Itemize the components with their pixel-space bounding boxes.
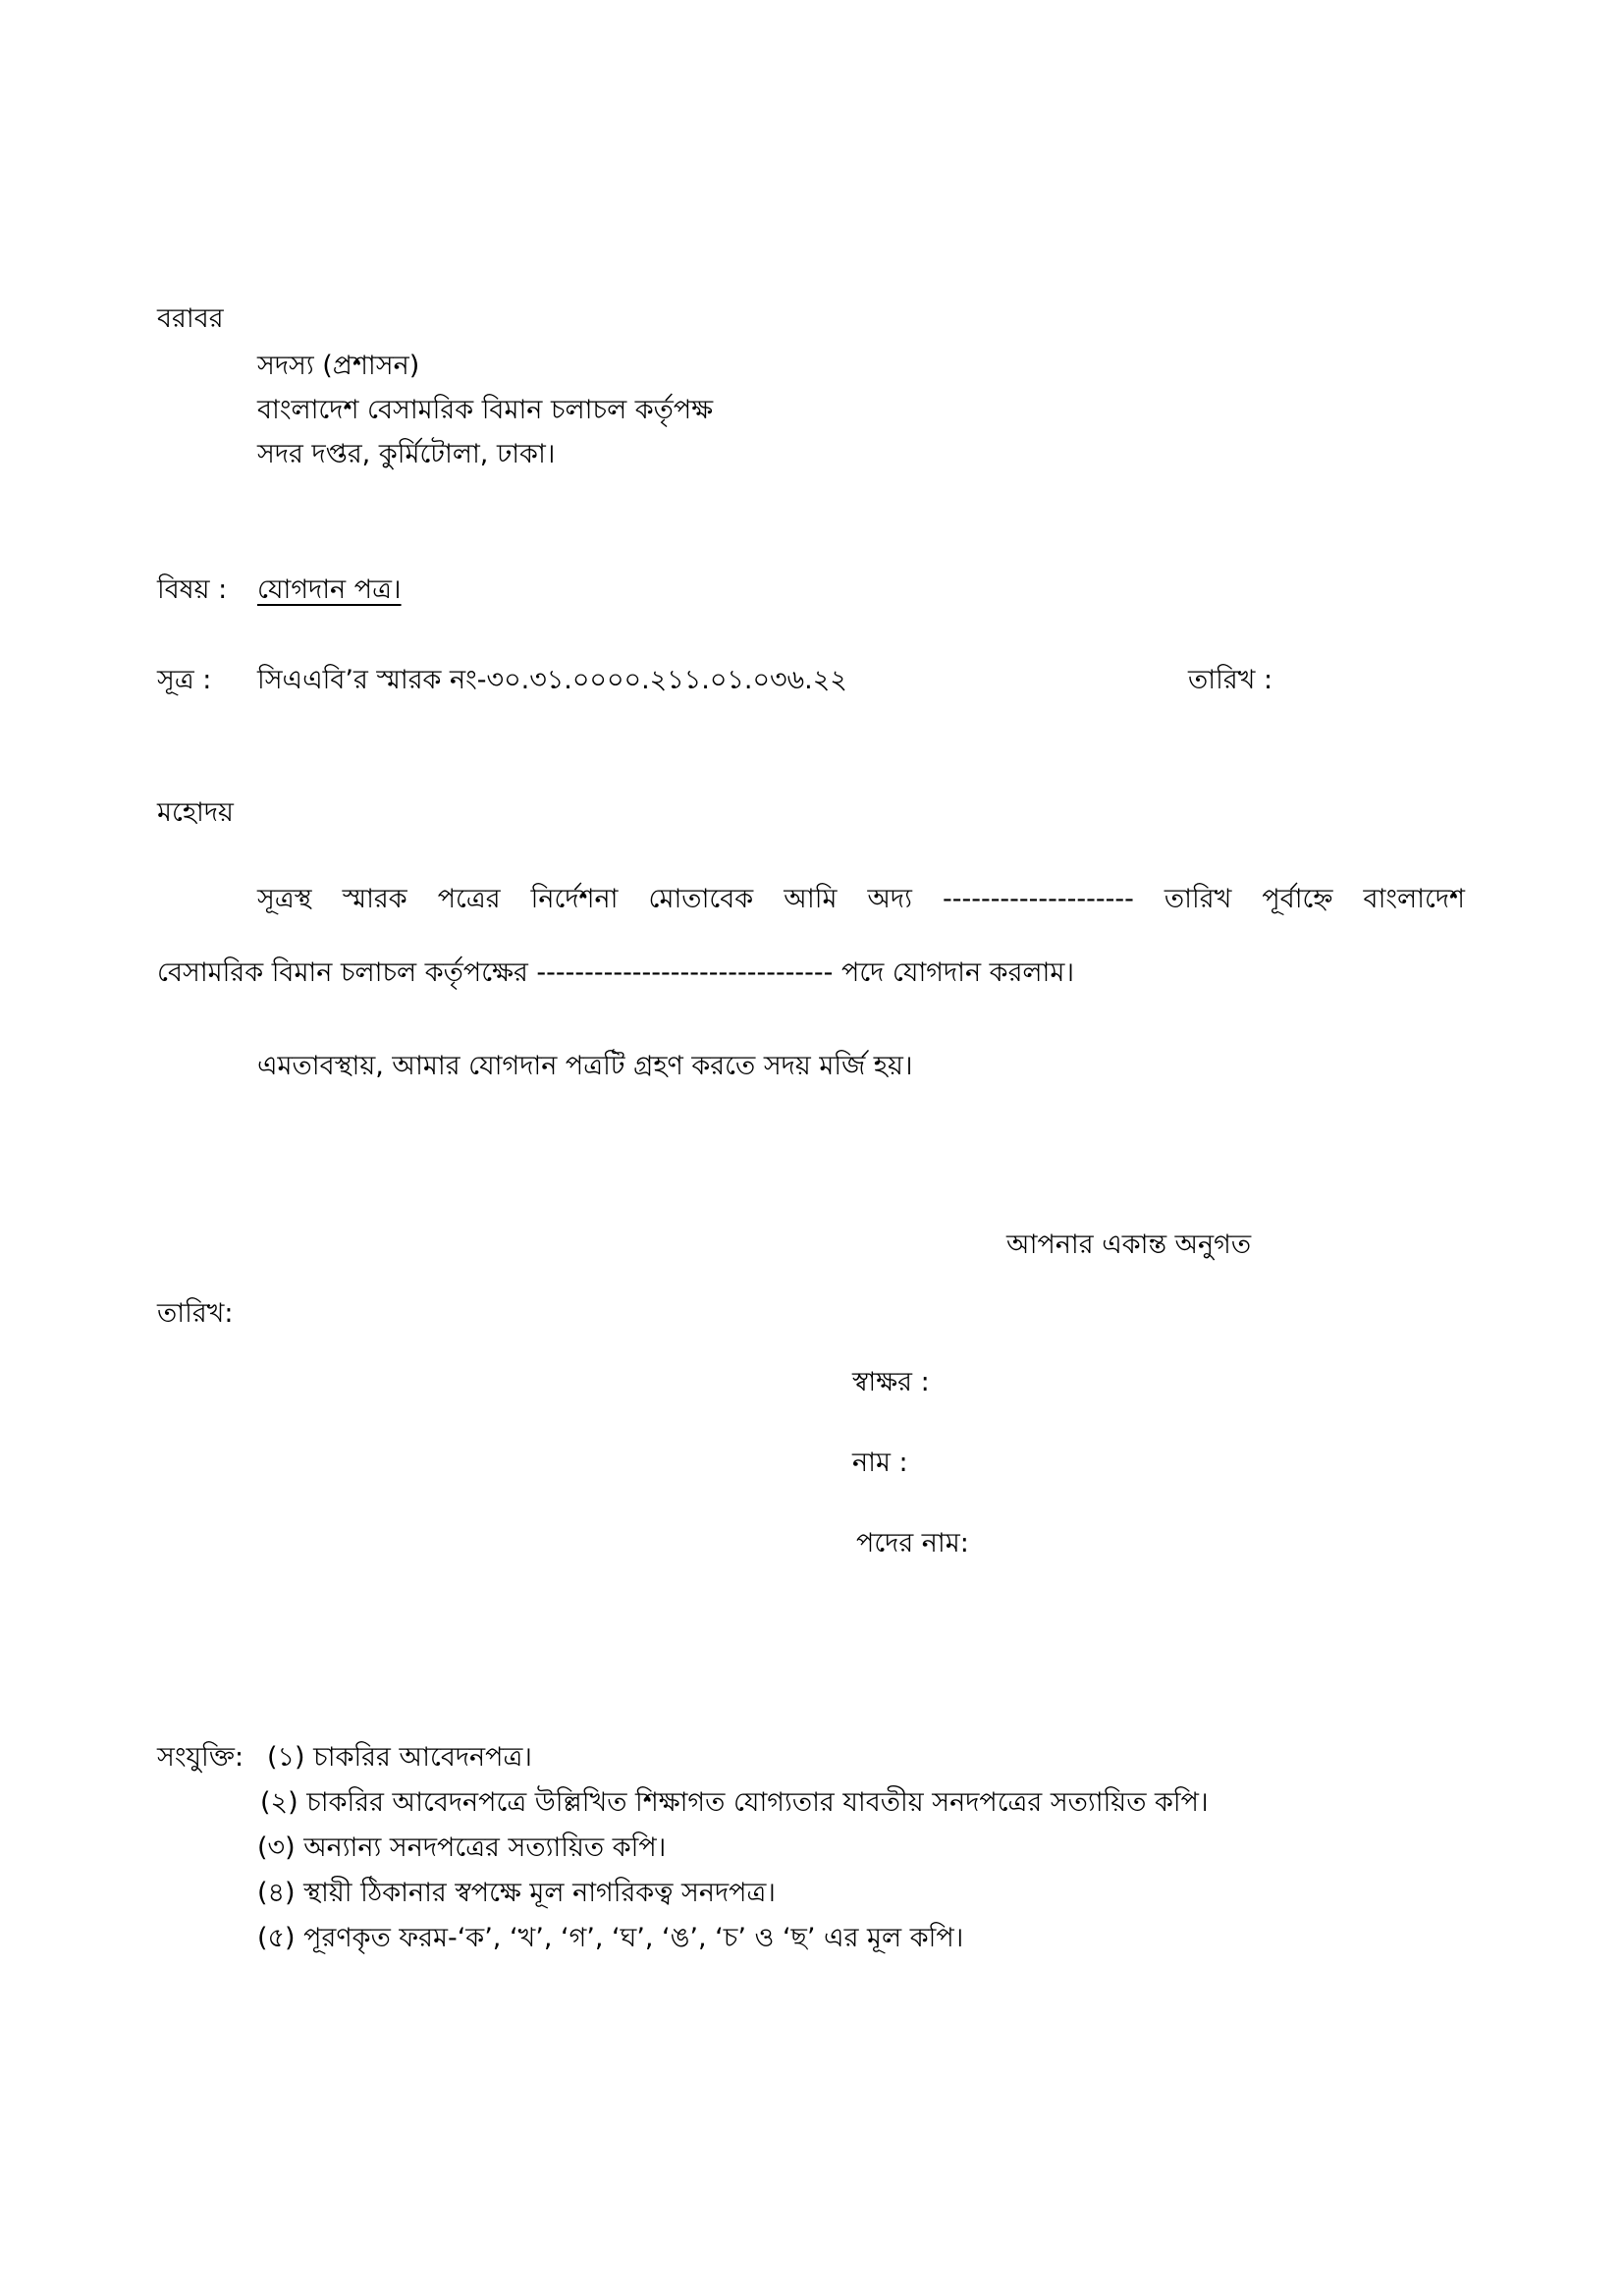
recipient-organization: বাংলাদেশ বেসামরিক বিমান চলাচল কর্তৃপক্ষ xyxy=(257,395,714,425)
recipient-designation: সদস্য (প্রশাসন) xyxy=(257,351,420,381)
recipient-address: সদর দপ্তর, কুর্মিটোলা, ঢাকা। xyxy=(257,439,556,469)
attachment-item-1: (১) চাকরির আবেদনপত্র। xyxy=(267,1742,532,1773)
attachment-item-5: (৫) পূরণকৃত ফরম-‘ক’, ‘খ’, ‘গ’, ‘ঘ’, ‘ঙ’, ‘চ’ ও ‘ছ’ এর মূল কপি। xyxy=(257,1923,964,1953)
body-paragraph-2: এমতাবস্থায়, আমার যোগদান পত্রটি গ্রহণ করতে সদয় মর্জি হয়। xyxy=(257,1051,913,1081)
reference-date-label: তারিখ : xyxy=(1188,665,1273,695)
attachments-label: সংযুক্তি: xyxy=(157,1742,244,1773)
closing: আপনার একান্ত অনুগত xyxy=(1006,1230,1252,1260)
attachment-item-4: (৪) স্থায়ী ঠিকানার স্বপক্ষে মূল নাগরিকত্ব সনদপত্র। xyxy=(257,1878,776,1908)
attachment-item-2: (২) চাকরির আবেদনপত্রে উল্লিখিত শিক্ষাগত যোগ্যতার যাবতীয় সনদপত্রের সত্যায়িত কপি। xyxy=(260,1787,1209,1818)
greeting: মহোদয় xyxy=(157,797,234,828)
post-label: পদের নাম: xyxy=(856,1528,969,1558)
body-paragraph-1-line-2: বেসামরিক বিমান চলাচল কর্তৃপক্ষের ------------------------------- পদে যোগদান করলাম। xyxy=(157,957,1075,988)
reference-memo-number: সিএএবি’র স্মারক নং-৩০.৩১.০০০০.২১১.০১.০৩৬.২২ xyxy=(257,665,847,695)
signature-label: স্বাক্ষর : xyxy=(852,1367,930,1397)
salutation-to: বরাবর xyxy=(157,303,224,334)
name-label: নাম : xyxy=(852,1448,908,1478)
date-label: তারিখ: xyxy=(157,1298,234,1329)
body-paragraph-1-line-1: সূত্রস্থ স্মারক পত্রের নির্দেশনা মোতাবেক আমি অদ্য -------------------- তারিখ পূর্বাহ্নে বাংলাদেশ xyxy=(257,884,1465,914)
subject-value: যোগদান পত্র। xyxy=(257,574,402,605)
subject-label: বিষয় : xyxy=(157,574,228,605)
attachment-item-3: (৩) অন্যান্য সনদপত্রের সত্যায়িত কপি। xyxy=(257,1832,667,1863)
reference-label: সূত্র : xyxy=(157,665,212,695)
